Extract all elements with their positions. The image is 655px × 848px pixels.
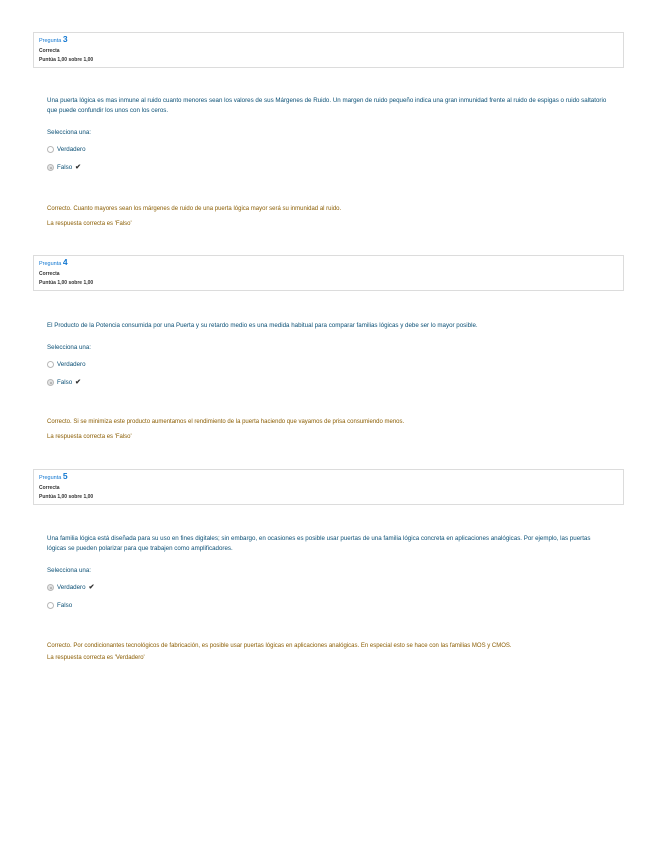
question-title <box>39 35 618 46</box>
specific-feedback: Correcto. Cuanto mayores sean los márgenes de ruido de una puerta lógica mayor será su inmunidad al ruido. <box>47 206 342 212</box>
question-number: 3 <box>62 34 68 44</box>
answer-label: Verdadero <box>57 145 86 153</box>
question-state: Correcta <box>39 485 60 491</box>
radio-button-selected[interactable] <box>47 379 54 386</box>
question-state: Correcta <box>39 48 60 54</box>
question-text: El Producto de la Potencia consumida por una Puerta y su retardo medio es una medida habitual para comparar familias lógicas y debe ser lo mayor posible. <box>47 322 478 329</box>
answer-prompt: Selecciona una: <box>47 344 92 351</box>
question-grade: Puntúa 1,00 sobre 1,00 <box>39 57 94 63</box>
question-grade: Puntúa 1,00 sobre 1,00 <box>39 494 94 500</box>
question-label: Pregunta <box>39 475 62 481</box>
answer-label: Falso <box>57 163 73 171</box>
answer-option-verdadero[interactable] <box>47 581 607 594</box>
radio-button[interactable] <box>47 361 54 368</box>
question-grade: Puntúa 1,00 sobre 1,00 <box>39 280 94 286</box>
question-label: Pregunta <box>39 38 62 44</box>
radio-button-selected[interactable] <box>47 164 54 171</box>
correct-check-icon: ✔ <box>75 163 82 171</box>
answer-option-verdadero[interactable] <box>47 358 607 371</box>
question-feedback-4 <box>47 417 607 442</box>
specific-feedback: Correcto. Si se minimiza este producto aumentamos el rendimiento de la puerta haciendo que vayamos de prisa consumiendo menos. <box>47 419 405 425</box>
question-title <box>39 258 618 269</box>
radio-button[interactable] <box>47 146 54 153</box>
answer-option-falso[interactable] <box>47 161 607 174</box>
answer-option-falso[interactable] <box>47 376 607 389</box>
answer-label: Verdadero <box>57 583 86 591</box>
question-info-5 <box>33 469 624 505</box>
question-text: Una puerta lógica es mas inmune al ruido cuanto menores sean los valores de sus Márgenes de Ruido. Un margen de ruido pequeño indica una gran inmunidad frente al ruido de espigas o ruido saltatorio que puede confundir los unos con los ceros. <box>47 97 607 114</box>
question-formulation-3 <box>47 96 607 174</box>
answer-label: Verdadero <box>57 360 86 368</box>
question-title <box>39 472 618 483</box>
answer-label: Falso <box>57 378 73 386</box>
right-answer: La respuesta correcta es 'Verdadero' <box>47 655 145 661</box>
correct-check-icon: ✔ <box>88 583 95 591</box>
specific-feedback: Correcto. Por condicionantes tecnológicos de fabricación, es posible usar puertas lógicas en aplicaciones analógicas. En especial esto se hace con las familias MOS y CMOS. <box>47 643 512 649</box>
correct-check-icon: ✔ <box>75 378 82 386</box>
question-info-4 <box>33 255 624 291</box>
answer-prompt: Selecciona una: <box>47 567 92 574</box>
right-answer: La respuesta correcta es 'Falso' <box>47 434 132 440</box>
question-number: 5 <box>62 471 68 481</box>
question-feedback-5 <box>47 641 607 663</box>
answer-label: Falso <box>57 601 73 609</box>
question-label: Pregunta <box>39 261 62 267</box>
question-number: 4 <box>62 257 68 267</box>
radio-button-selected[interactable] <box>47 584 54 591</box>
question-formulation-5 <box>47 534 607 612</box>
question-text: Una familia lógica está diseñada para su uso en fines digitales; sin embargo, en ocasiones es posible usar puertas de una familia lógica concreta en aplicaciones analógicas. Por ejemplo, las puertas lógicas se pueden polarizar para que trabajen como amplificadores. <box>47 535 591 552</box>
question-info-3 <box>33 32 624 68</box>
question-feedback-3 <box>47 204 607 229</box>
answer-option-verdadero[interactable] <box>47 143 607 156</box>
right-answer: La respuesta correcta es 'Falso' <box>47 221 132 227</box>
question-state: Correcta <box>39 271 60 277</box>
answer-option-falso[interactable] <box>47 599 607 612</box>
answer-prompt: Selecciona una: <box>47 129 92 136</box>
question-formulation-4 <box>47 321 607 389</box>
radio-button[interactable] <box>47 602 54 609</box>
